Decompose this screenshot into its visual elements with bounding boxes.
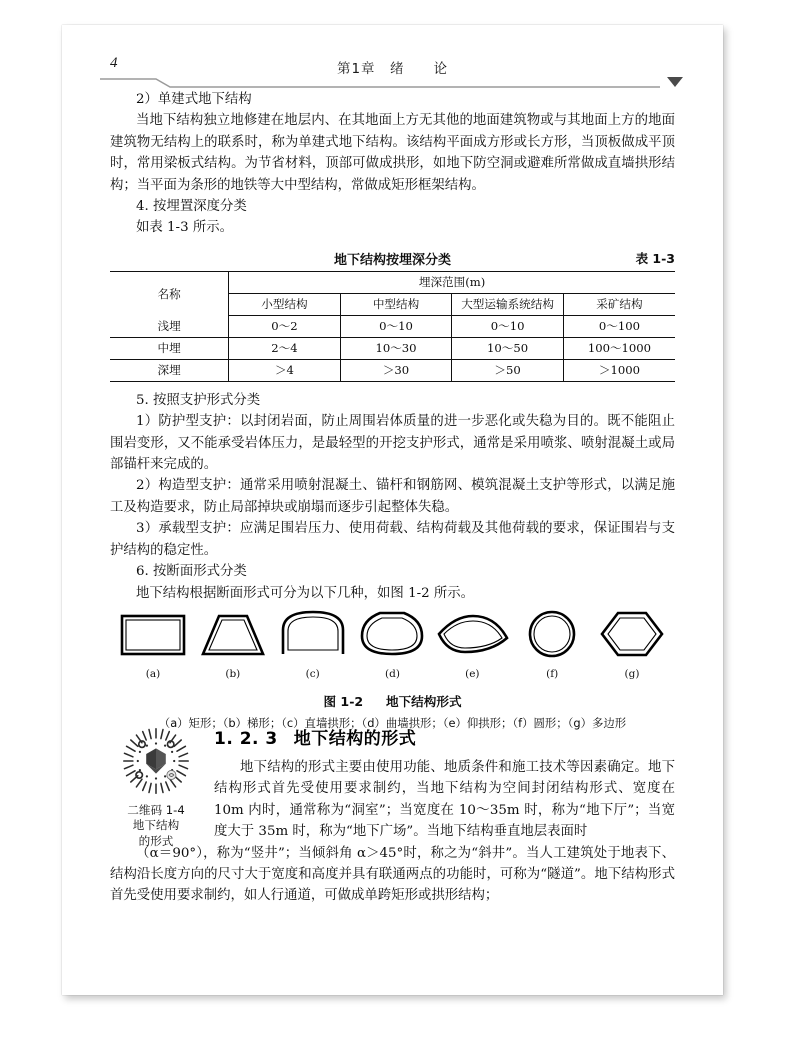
table-subheader-cell: 大型运输系统结构	[452, 293, 564, 315]
figure-shape-item	[435, 608, 509, 680]
paragraph-single-built-structure: 当地下结构独立地修建在地层内、在其地面上方无其他的地面建筑物或与其地面上方的地面建筑物无结构上的联系时，称为单建式地下结构。该结构平面成方形或长方形，当顶板做成平顶时，常用梁板式结构。为节省材料，顶部可做成拱形，如地下防空洞或避难所常做成直墙拱形结构；当平面为条形的地铁等大中型结构，常做成矩形框架结构。	[110, 113, 675, 193]
table-row	[110, 315, 675, 337]
figure-shape-label: (c)	[305, 667, 320, 680]
table-subheader-cell: 采矿结构	[563, 293, 675, 315]
table-row	[110, 359, 675, 381]
table-cell: ＞4	[229, 359, 341, 381]
heading-5-support-form: 5. 按照支护形式分类	[136, 392, 261, 408]
heading-4-burial-depth: 4. 按埋置深度分类	[136, 199, 247, 215]
table-subheader-cell: 小型结构	[229, 293, 341, 315]
heading-6-section-form: 6. 按断面形式分类	[136, 564, 247, 580]
section-body-wrapped	[214, 757, 675, 843]
section-heading	[214, 724, 675, 749]
section-title: 地下结构的形式	[293, 728, 417, 749]
table-cell: ＞1000	[563, 359, 675, 381]
figure-shape-label: (g)	[624, 667, 640, 680]
polygon-section-icon	[598, 608, 666, 660]
paragraph-see-table: 如表 1-3 所示。	[136, 220, 234, 236]
figure-shape-label: (a)	[145, 667, 161, 680]
table-cell: 0～2	[229, 315, 341, 337]
straight-wall-arch-section-icon	[279, 608, 347, 660]
table-cell: 10～50	[452, 337, 564, 359]
qr-code-block[interactable]	[108, 726, 204, 850]
paragraph-loadbearing-support: 3）承载型支护：应满足围岩压力、使用荷载、结构荷载及其他荷载的要求，保证围岩与支护结构的稳定性。	[110, 521, 675, 558]
rectangle-section-icon	[119, 608, 187, 660]
table-cell: ＞30	[340, 359, 452, 381]
table-cell: 100～1000	[563, 337, 675, 359]
figure-caption-number: 图 1-2	[323, 693, 364, 709]
header-rule	[100, 76, 675, 90]
table-cell: 0～10	[452, 315, 564, 337]
section-number: 1. 2. 3	[214, 728, 278, 749]
paragraph-structure-forms: 地下结构的形式主要由使用功能、地质条件和施工技术等因素确定。地下结构形式首先受使用要求制约，当地下结构为空间封闭结构形式、宽度在 10m 内时，通常称为“洞室”；当宽度在 10～35m 时，称为“地下厅”；当宽度大于 35m 时，称为“地下广场”。当地下结构垂直地层表面时	[214, 759, 675, 840]
qr-code-icon[interactable]	[121, 726, 191, 796]
figure-shape-item	[595, 608, 669, 680]
inverted-arch-section-icon	[435, 608, 511, 660]
running-head	[110, 55, 675, 89]
table-row	[110, 337, 675, 359]
table-header-row-group	[110, 271, 675, 293]
figure-caption-title: 地下结构形式	[385, 693, 462, 709]
figure-1-2	[110, 618, 675, 730]
qr-caption-line-1: 二维码 1-4	[127, 802, 185, 817]
page-number: 4	[110, 55, 118, 71]
circle-section-icon	[518, 608, 586, 660]
figure-shape-item	[355, 608, 429, 680]
figure-caption	[110, 691, 675, 710]
table-header-name: 名称	[110, 271, 229, 315]
table-cell: ＞50	[452, 359, 564, 381]
page-content-area	[110, 55, 675, 907]
qr-caption-line-2: 地下结构	[132, 818, 180, 833]
figure-shape-item	[116, 608, 190, 680]
figure-shape-label: (b)	[225, 667, 241, 680]
burial-depth-table	[110, 271, 675, 382]
page-sheet	[62, 25, 723, 995]
table-header-group: 埋深范围(m)	[229, 271, 675, 293]
table-cell: 0～100	[563, 315, 675, 337]
section-body-full	[110, 843, 675, 907]
section-1-2-3	[110, 724, 675, 907]
table-caption	[110, 249, 675, 268]
figure-shape-item	[276, 608, 350, 680]
paragraph-protective-support: 1）防护型支护：以封闭岩面，防止周围岩体质量的进一步恶化或失稳为目的。既不能阻止围岩变形，又不能承受岩体压力，是最轻型的开挖支护形式，通常是采用喷浆、喷射混凝土或局部锚杆来完成的。	[110, 414, 675, 473]
figure-shape-item	[196, 608, 270, 680]
curved-wall-arch-section-icon	[358, 608, 426, 660]
figure-shape-row	[110, 618, 675, 680]
figure-shape-label: (d)	[385, 667, 400, 680]
qr-caption-line-3: 的形式	[138, 833, 174, 848]
table-cell: 0～10	[340, 315, 452, 337]
table-cell: 2～4	[229, 337, 341, 359]
paragraph-shaft-and-tunnel: （α＝90°），称为“竖井”；当倾斜角 α＞45°时，称之为“斜井”。当人工建筑处于地表下、结构沿长度方向的尺寸大于宽度和高度并具有联通两点的功能时，可称为“隧道”。地下结构形式首先受使用要求制约，如人行通道，可做成单跨矩形或拱形结构；	[110, 845, 675, 904]
table-row-name: 中埋	[110, 337, 229, 359]
table-row-name: 浅埋	[110, 315, 229, 337]
trapezoid-section-icon	[199, 608, 267, 660]
table-cell: 10～30	[340, 337, 452, 359]
figure-sub-caption: （a）矩形；（b）梯形；（c）直墙拱形；（d）曲墙拱形；（e）仰拱形；（f）圆形；（g）多边形	[158, 715, 627, 730]
table-subheader-cell: 中型结构	[340, 293, 452, 315]
figure-shape-item	[515, 608, 589, 680]
paragraph-see-figure: 地下结构根据断面形式可分为以下几种，如图 1-2 所示。	[136, 585, 475, 601]
qr-caption	[108, 803, 204, 850]
table-title: 地下结构按埋深分类	[333, 252, 451, 268]
triangle-down-icon	[667, 77, 683, 87]
figure-shape-label: (f)	[546, 667, 559, 680]
paragraph-structural-support: 2）构造型支护：通常采用喷射混凝土、锚杆和钢筋网、模筑混凝土支护等形式，以满足施工及构造要求，防止局部掉块或崩塌而逐步引起整体失稳。	[110, 478, 675, 515]
table-row-name: 深埋	[110, 359, 229, 381]
chapter-title: 第1章 绪 论	[336, 61, 449, 77]
heading-2-subclause: 2）单建式地下结构	[136, 92, 252, 107]
table-number: 表 1-3	[635, 250, 675, 266]
figure-shape-label: (e)	[465, 667, 480, 680]
